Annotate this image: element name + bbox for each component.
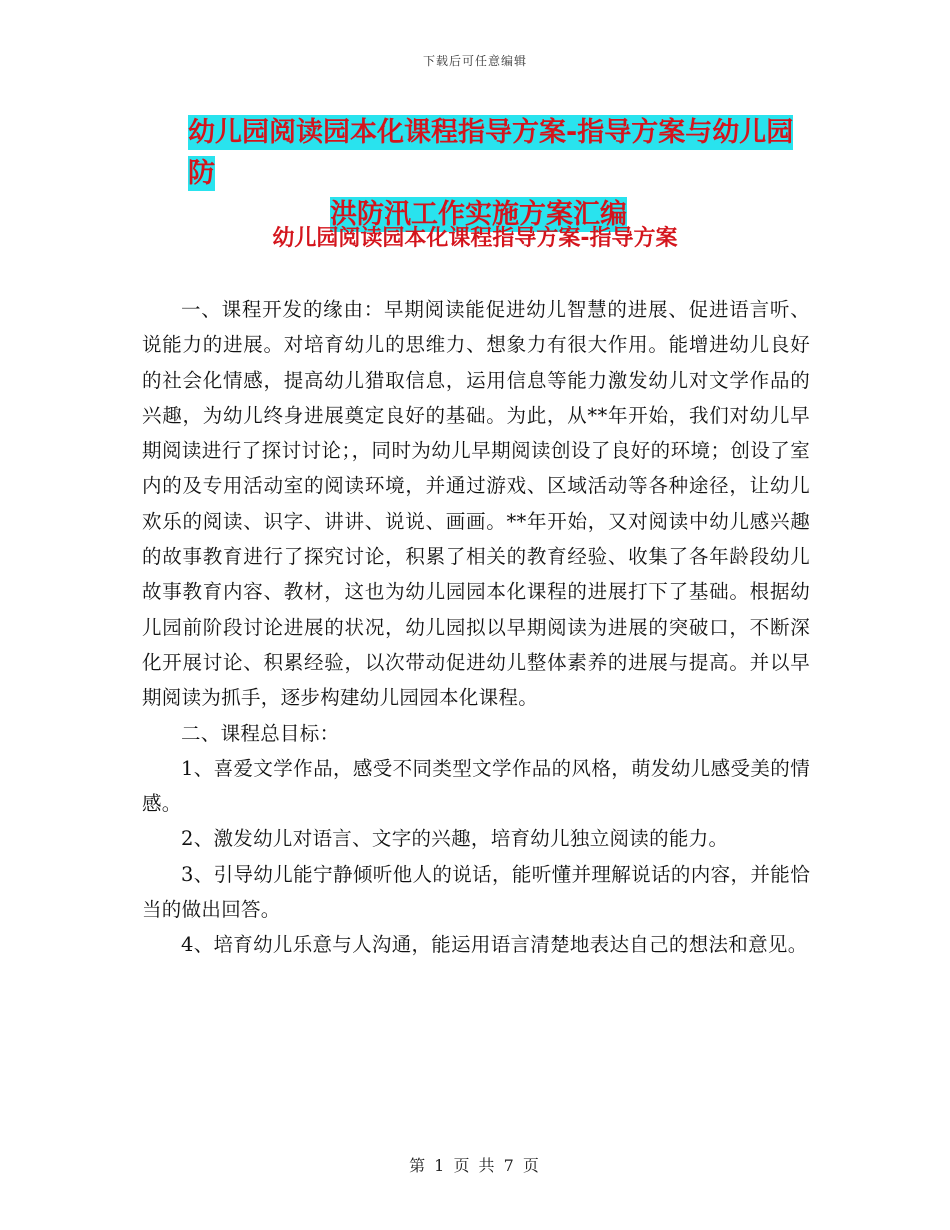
document-title-line-1	[140, 112, 820, 194]
section-title: 幼儿园阅读园本化课程指导方案-指导方案	[272, 226, 678, 251]
page-number: 第 1 页 共 7 页	[409, 1156, 541, 1175]
paragraph-course-origin: 一、课程开发的缘由：早期阅读能促进幼儿智慧的进展、促进语言听、说能力的进展。对培育幼儿的思维力、想象力有很大作用。能增进幼儿良好的社会化情感，提高幼儿猎取信息，运用信息等能力激发幼儿对文学作品的兴趣，为幼儿终身进展奠定良好的基础。为此，从**年开始，我们对幼儿早期阅读进行了探讨讨论；，同时为幼儿早期阅读创设了良好的环境；创设了室内的及专用活动室的阅读环境，并通过游戏、区域活动等各种途径，让幼儿欢乐的阅读、识字、讲讲、说说、画画。**年开始，又对阅读中幼儿感兴趣的故事教育进行了探究讨论，积累了相关的教育经验、收集了各年龄段幼儿故事教育内容、教材，这也为幼儿园园本化课程的进展打下了基础。根据幼儿园前阶段讨论进展的状况，幼儿园拟以早期阅读为进展的突破口，不断深化开展讨论、积累经验，以次带动促进幼儿整体素养的进展与提高。并以早期阅读为抓手，逐步构建幼儿园园本化课程。	[142, 298, 810, 710]
paragraph-goal-4: 4、培育幼儿乐意与人沟通，能运用语言清楚地表达自己的想法和意见。	[181, 933, 808, 957]
paragraph-goal-3: 3、引导幼儿能宁静倾听他人的说话，能听懂并理解说话的内容，并能恰当的做出回答。	[142, 862, 810, 922]
paragraph-goal-1: 1、喜爱文学作品，感受不同类型文学作品的风格，萌发幼儿感受美的情感。	[142, 756, 810, 816]
document-title-line-1-text: 幼儿园阅读园本化课程指导方案-指导方案与幼儿园防	[188, 117, 794, 189]
document-body	[142, 292, 810, 963]
paragraph-goal-2: 2、激发幼儿对语言、文字的兴趣，培育幼儿独立阅读的能力。	[181, 827, 729, 851]
document-title-line-2-text: 洪防汛工作实施方案汇编	[330, 199, 627, 230]
document-title	[140, 112, 820, 235]
paragraph-course-goals-heading: 二、课程总目标：	[181, 721, 340, 745]
header-note: 下载后可任意编辑	[422, 54, 527, 68]
